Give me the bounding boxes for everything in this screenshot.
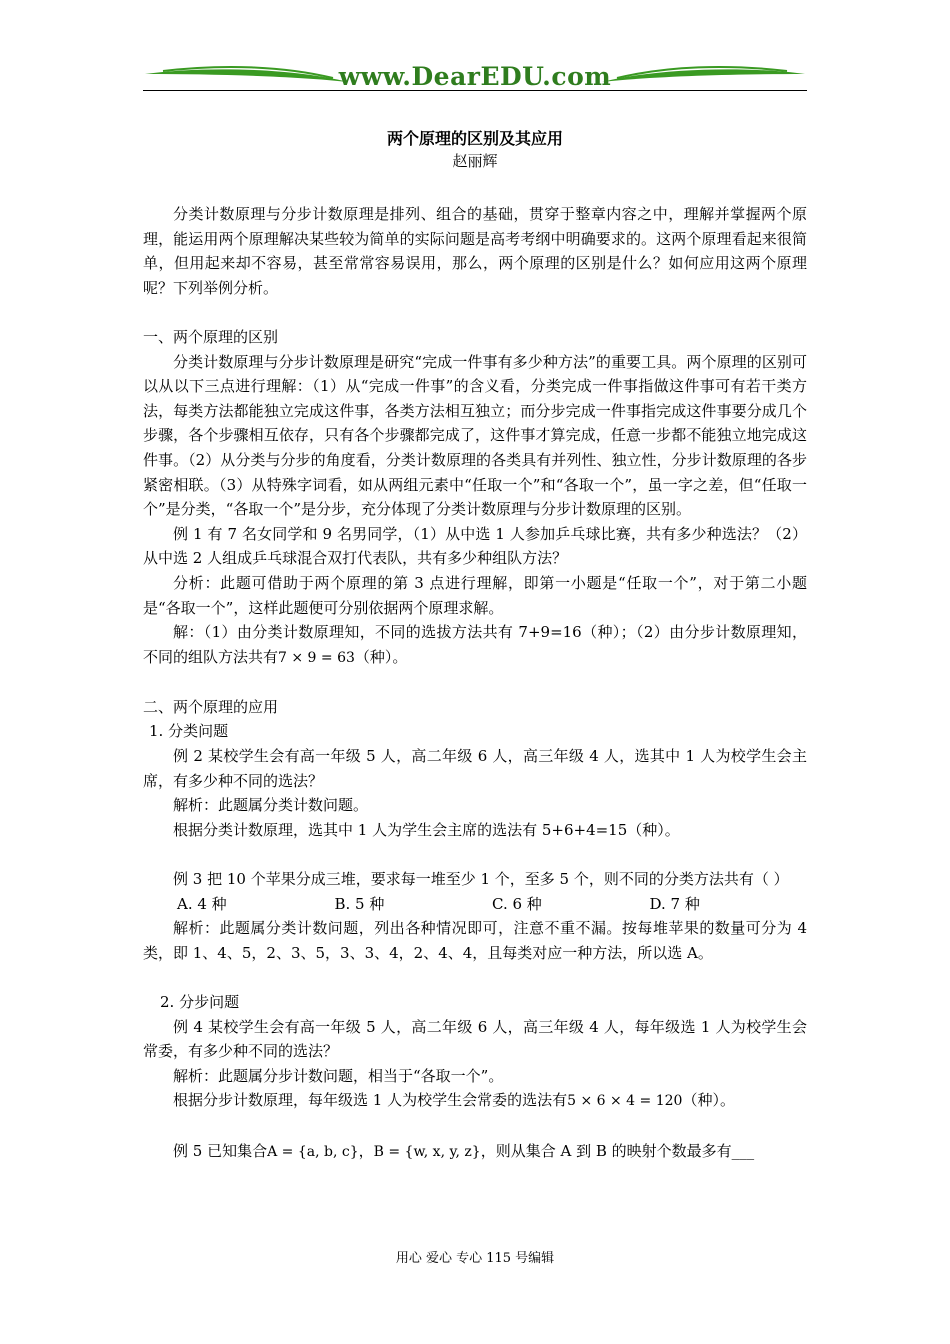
example3-analysis: 解析：此题属分类计数问题，列出各种情况即可，注意不重不漏。按每堆苹果的数量可分为 4 类，即 1、4、5，2、3、5，3、3、4，2、4、4，且每类对应一种方法，所以选 A。 [143, 919, 807, 962]
example5-set-a: A = {a, b, c} [267, 1143, 359, 1160]
example1-solution-text: 解：（1）由分类计数原理知，不同的选拔方法共有 7+9=16（种）；（2）由分步计数原理知，不同的组队方法共有 [143, 623, 807, 666]
choice-c: C. 6 种 [492, 894, 542, 913]
example5-separator: ， [358, 1141, 374, 1160]
example4-solution-text: 根据分步计数原理，每年级选 1 人为校学生会常委的选法有 [173, 1091, 568, 1110]
example4-solution [143, 1088, 807, 1114]
example3-choices [143, 892, 807, 917]
example1-solution-unit: （种）。 [354, 647, 408, 666]
choice-a: A. 4 种 [177, 894, 227, 913]
example2-solution: 根据分类计数原理，选其中 1 人为学生会主席的选法有 5+6+4=15（种）。 [173, 820, 680, 839]
example3-question: 例 3 把 10 个苹果分成三堆，要求每一堆至少 1 个，至多 5 个，则不同的分类方法共有（ ） [173, 870, 789, 889]
example5-question [143, 1139, 807, 1165]
page-footer: 用心 爱心 专心 115 号编辑 [395, 1251, 555, 1266]
example1-analysis: 分析：此题可借助于两个原理的第 3 点进行理解，即第一小题是“任取一个”，对于第二小题是“各取一个”，这样此题便可分别依据两个原理求解。 [143, 573, 807, 617]
header-rule [143, 90, 807, 91]
section2-heading: 二、两个原理的应用 [143, 697, 279, 716]
example5-text-end: ，则从集合 A 到 B 的映射个数最多有___ [480, 1141, 755, 1160]
article-title: 两个原理的区别及其应用 [386, 129, 563, 148]
example4-solution-unit: （种）。 [682, 1091, 735, 1110]
article-body [143, 202, 807, 1164]
example4-question: 例 4 某校学生会有高一年级 5 人，高二年级 6 人，高三年级 4 人，每年级选 1 人为校学生会常委，有多少种不同的选法？ [143, 1017, 807, 1061]
choice-d: D. 7 种 [649, 894, 700, 913]
example4-formula: 5 × 6 × 4 = 120 [567, 1093, 683, 1110]
section1-paragraph: 分类计数原理与分步计数原理是研究“完成一件事有多少种方法”的重要工具。两个原理的区别可以从以下三点进行理解：（1）从“完成一件事”的含义看，分类完成一件事指做这件事可有若干类方法，每类方法都能独立完成这件事，各类方法相互独立；而分步完成一件事指完成这件事要分成几个步骤，各个步骤相互依存，只有各个步骤都完成了，这件事才算完成，任意一步都不能独立地完成这件事。（2）从分类与分步的角度看，分类计数原理的各类具有并列性、独立性，分步计数原理的各步紧密相联。（3）从特殊字词看，如从两组元素中“任取一个”和“各取一个”，虽一字之差，但“任取一个”是分类，“各取一个”是分步，充分体现了分类计数原理与分步计数原理的区别。 [143, 352, 807, 519]
example5-text-start: 例 5 已知集合 [173, 1141, 268, 1160]
example2-analysis: 解析：此题属分类计数问题。 [173, 796, 369, 815]
intro-paragraph: 分类计数原理与分步计数原理是排列、组合的基础，贯穿于整章内容之中，理解并掌握两个原理，能运用两个原理解决某些较为简单的实际问题是高考考纲中明确要求的。这两个原理看起来很简单，但用起来却不容易，甚至常常容易误用，那么，两个原理的区别是什么？如何应用这两个原理呢？下列举例分析。 [143, 205, 807, 297]
subsection1-heading: 1. 分类问题 [149, 722, 229, 741]
article-author: 赵丽辉 [452, 152, 498, 170]
example5-set-b: B = {w, x, y, z} [373, 1143, 481, 1160]
site-logo-text: www.DearEDU.com [338, 62, 612, 91]
subsection2-heading: 2. 分步问题 [160, 993, 240, 1011]
example1-solution [143, 620, 807, 670]
site-header [143, 60, 807, 94]
section1-heading: 一、两个原理的区别 [143, 327, 279, 346]
choice-b: B. 5 种 [334, 894, 385, 913]
example2-question: 例 2 某校学生会有高一年级 5 人，高二年级 6 人，高三年级 4 人，选其中 1 人为校学生会主席，有多少种不同的选法？ [143, 747, 807, 790]
example1-question: 例 1 有 7 名女同学和 9 名男同学，（1）从中选 1 人参加乒乓球比赛，共有多少种选法？（2）从中选 2 人组成乒乓球混合双打代表队，共有多少种组队方法？ [143, 524, 807, 568]
example4-analysis: 解析：此题属分步计数问题，相当于“各取一个”。 [173, 1066, 504, 1085]
example1-formula: 7 × 9 = 63 [278, 649, 355, 666]
